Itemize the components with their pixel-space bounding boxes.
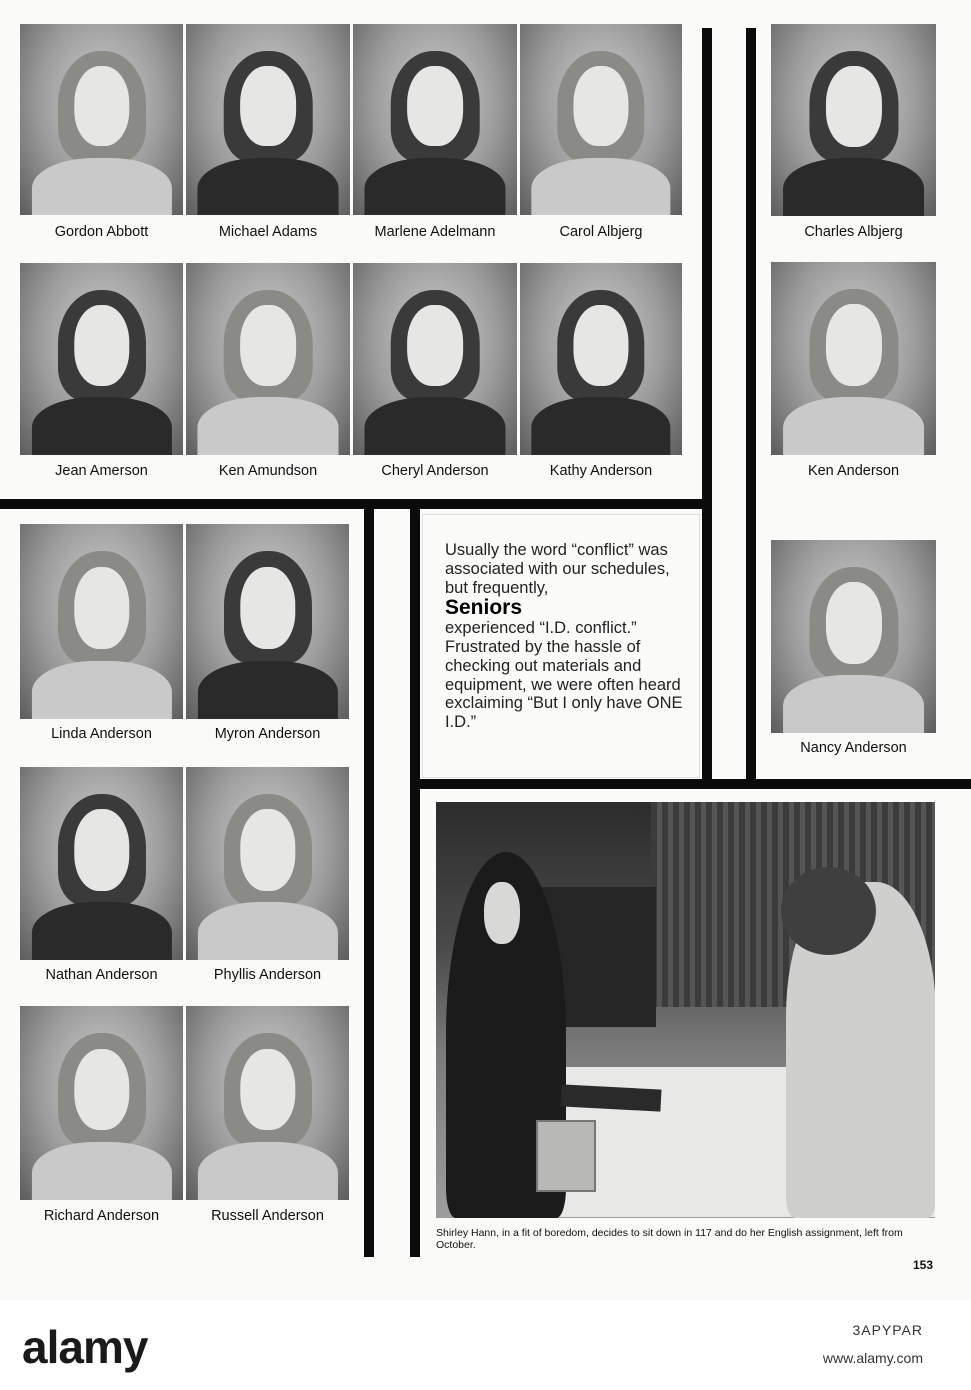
divider-bar bbox=[702, 28, 712, 780]
feature-headline: Seniors bbox=[445, 596, 523, 620]
divider-bar bbox=[0, 499, 708, 509]
portrait-photo bbox=[20, 263, 183, 455]
site-url: www.alamy.com bbox=[822, 1350, 923, 1366]
portrait-name: Marlene Adelmann bbox=[374, 224, 496, 240]
portrait-photo bbox=[186, 524, 349, 719]
portrait-name: Gordon Abbott bbox=[54, 224, 149, 240]
portrait-name: Charles Albjerg bbox=[804, 224, 903, 240]
divider-bar bbox=[364, 509, 374, 1257]
portrait-name: Cheryl Anderson bbox=[381, 463, 489, 479]
portrait-photo bbox=[20, 24, 183, 215]
portrait-photo bbox=[353, 24, 517, 215]
portrait-photo bbox=[771, 24, 936, 216]
feature-intro: Usually the word “conflict” was associated with our schedules, but frequently, bbox=[445, 541, 670, 597]
portrait-name: Carol Albjerg bbox=[559, 224, 643, 240]
portrait-photo bbox=[20, 1006, 183, 1200]
portrait-name: Jean Amerson bbox=[55, 463, 148, 479]
page-number: 153 bbox=[912, 1258, 933, 1272]
portrait-name: Kathy Anderson bbox=[549, 463, 653, 479]
portrait-photo bbox=[20, 524, 183, 719]
stock-footer bbox=[0, 1300, 971, 1390]
image-id: 3APYPAR bbox=[852, 1322, 923, 1338]
photo-caption: Shirley Hann, in a fit of boredom, decides to sit down in 117 and do her English assignment, left from October. bbox=[436, 1227, 903, 1251]
portrait-photo bbox=[186, 1006, 349, 1200]
portrait-name: Russell Anderson bbox=[211, 1208, 324, 1224]
photo-student-face bbox=[484, 882, 520, 944]
candid-photo bbox=[436, 802, 935, 1218]
portrait-name: Myron Anderson bbox=[214, 726, 321, 742]
portrait-photo bbox=[186, 767, 349, 960]
brand-logo: alamy bbox=[22, 1321, 148, 1373]
portrait-photo bbox=[353, 263, 517, 455]
portrait-photo bbox=[520, 263, 682, 455]
portrait-name: Phyllis Anderson bbox=[213, 967, 322, 983]
portrait-name: Ken Amundson bbox=[218, 463, 318, 479]
divider-bar bbox=[410, 779, 971, 789]
divider-bar bbox=[746, 28, 756, 780]
portrait-photo bbox=[520, 24, 682, 215]
portrait-name: Nancy Anderson bbox=[800, 740, 907, 756]
feature-textbox bbox=[422, 514, 700, 778]
portrait-photo bbox=[186, 24, 350, 215]
portrait-name: Michael Adams bbox=[218, 224, 318, 240]
feature-body: experienced “I.D. conflict.” Frustrated by the hassle of checking out materials and equipment, we were often heard exclaiming “But I only have ONE I.D.” bbox=[445, 619, 683, 732]
photo-teacher-hair bbox=[781, 867, 876, 955]
portrait-photo bbox=[20, 767, 183, 960]
photo-box bbox=[536, 1120, 596, 1192]
portrait-name: Richard Anderson bbox=[43, 1208, 160, 1224]
portrait-name: Nathan Anderson bbox=[45, 967, 158, 983]
feature-text bbox=[445, 541, 695, 732]
portrait-photo bbox=[771, 540, 936, 733]
portrait-name: Ken Anderson bbox=[807, 463, 900, 479]
portrait-photo bbox=[771, 262, 936, 455]
portrait-photo bbox=[186, 263, 350, 455]
divider-bar bbox=[410, 509, 420, 1257]
portrait-name: Linda Anderson bbox=[51, 726, 152, 742]
